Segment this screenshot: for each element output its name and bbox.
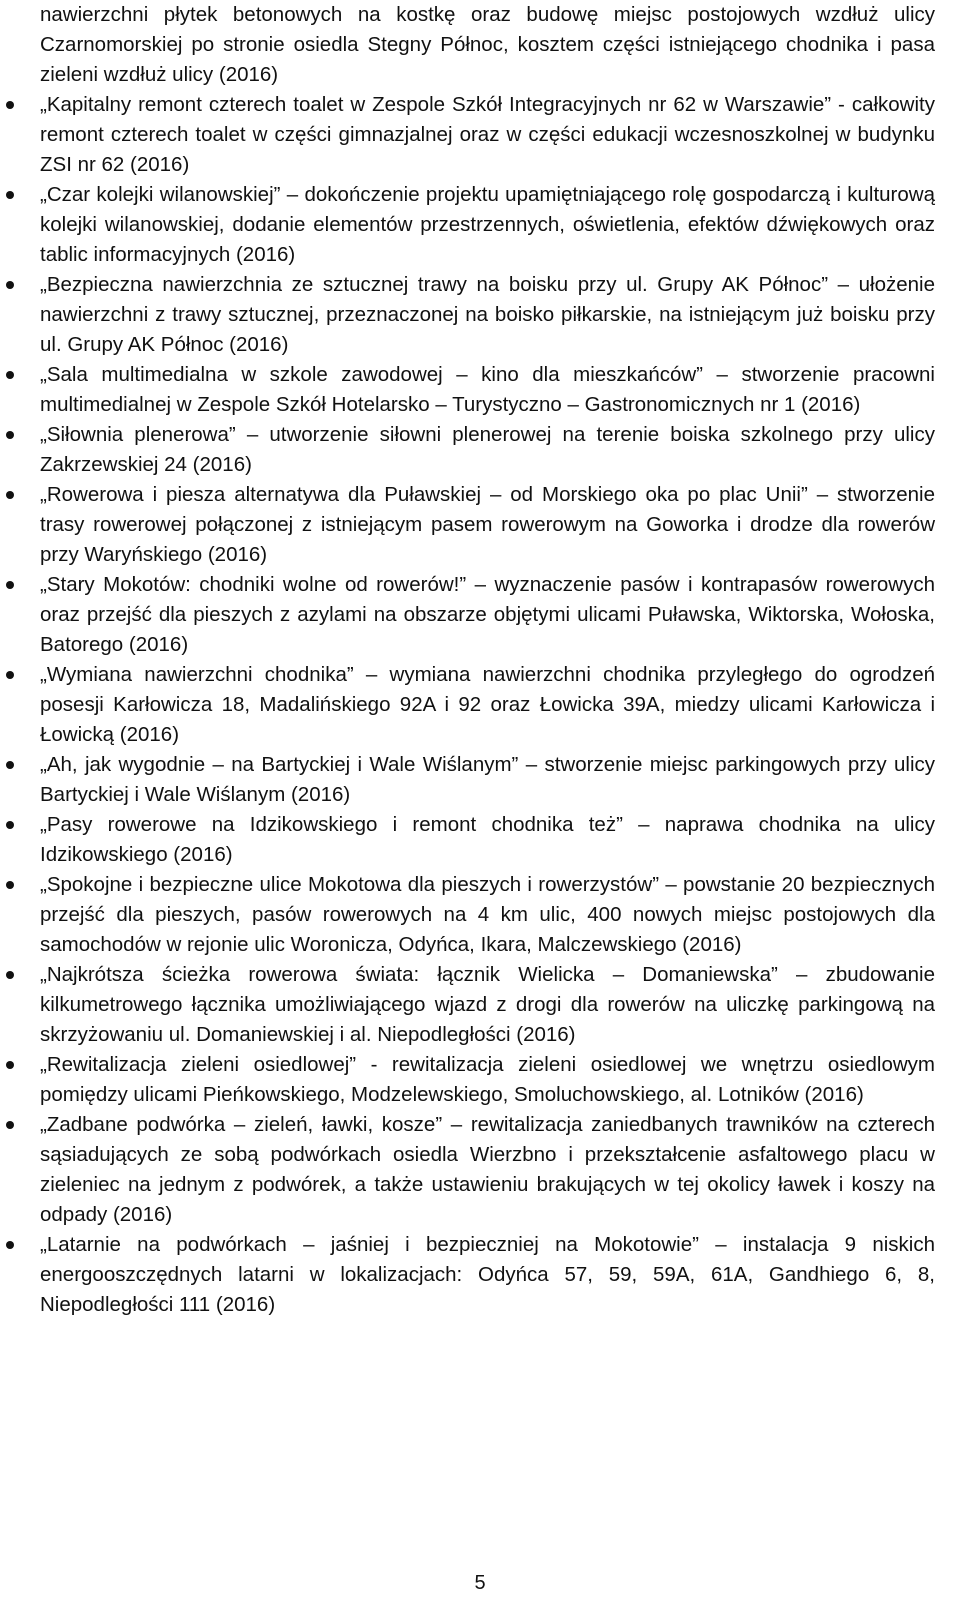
list-item: „Stary Mokotów: chodniki wolne od rowerów!” – wyznaczenie pasów i kontrapasów rowerowych oraz przejść dla pieszych z azylami na obszarze objętymi ulicami Puławska, Wiktorska, Wołoska, Batorego (2016) <box>40 570 935 660</box>
list-item: „Najkrótsza ścieżka rowerowa świata: łącznik Wielicka – Domaniewska” – zbudowanie kilkumetrowego łącznika umożliwiającego wjazd z drogi dla rowerów na uliczkę parkingową na skrzyżowaniu ul. Domaniewskiej i al. Niepodległości (2016) <box>40 960 935 1050</box>
list-item: „Siłownia plenerowa” – utworzenie siłowni plenerowej na terenie boiska szkolnego przy ulicy Zakrzewskiej 24 (2016) <box>40 420 935 480</box>
list-item: „Pasy rowerowe na Idzikowskiego i remont chodnika też” – naprawa chodnika na ulicy Idzikowskiego (2016) <box>40 810 935 870</box>
page-number: 5 <box>474 1572 486 1594</box>
list-item: „Sala multimedialna w szkole zawodowej – kino dla mieszkańców” – stworzenie pracowni multimedialnej w Zespole Szkół Hotelarsko – Turystyczno – Gastronomicznych nr 1 (2016) <box>40 360 935 420</box>
text-body <box>40 0 935 1320</box>
list-item: „Wymiana nawierzchni chodnika” – wymiana nawierzchni chodnika przyległego do ogrodzeń posesji Karłowicza 18, Madalińskiego 92A i 92 oraz Łowicka 39A, miedzy ulicami Karłowicza i Łowicką (2016) <box>40 660 935 750</box>
list-item: „Rewitalizacja zieleni osiedlowej” - rewitalizacja zieleni osiedlowej we wnętrzu osiedlowym pomiędzy ulicami Pieńkowskiego, Modzelewskiego, Smoluchowskiego, al. Lotników (2016) <box>40 1050 935 1110</box>
list-item: „Spokojne i bezpieczne ulice Mokotowa dla pieszych i rowerzystów” – powstanie 20 bezpiecznych przejść dla pieszych, pasów rowerowych na 4 km ulic, 400 nowych miejsc postojowych dla samochodów w rejonie ulic Woronicza, Odyńca, Ikara, Malczewskiego (2016) <box>40 870 935 960</box>
list-item: „Kapitalny remont czterech toalet w Zespole Szkół Integracyjnych nr 62 w Warszawie” - całkowity remont czterech toalet w części gimnazjalnej oraz w części edukacji wczesnoszkolnej w budynku ZSI nr 62 (2016) <box>40 90 935 180</box>
continuation-paragraph: nawierzchni płytek betonowych na kostkę oraz budowę miejsc postojowych wzdłuż ulicy Czarnomorskiej po stronie osiedla Stegny Północ, kosztem części istniejącego chodnika i pasa zieleni wzdłuż ulicy (2016) <box>40 3 935 86</box>
list-item: „Czar kolejki wilanowskiej” – dokończenie projektu upamiętniającego rolę gospodarczą i kulturową kolejki wilanowskiej, dodanie elementów przestrzennych, oświetlenia, efektów dźwiękowych oraz tablic informacyjnych (2016) <box>40 180 935 270</box>
list-item: „Ah, jak wygodnie – na Bartyckiej i Wale Wiślanym” – stworzenie miejsc parkingowych przy ulicy Bartyckiej i Wale Wiślanym (2016) <box>40 750 935 810</box>
list-item: „Rowerowa i piesza alternatywa dla Puławskiej – od Morskiego oka po plac Unii” – stworzenie trasy rowerowej połączonej z istniejącym pasem rowerowym na Goworka i drodze dla rowerów przy Waryńskiego (2016) <box>40 480 935 570</box>
project-list <box>40 90 935 1320</box>
list-item: „Latarnie na podwórkach – jaśniej i bezpieczniej na Mokotowie” – instalacja 9 niskich energooszczędnych latarni w lokalizacjach: Odyńca 57, 59, 59A, 61A, Gandhiego 6, 8, Niepodległości 111 (2016) <box>40 1230 935 1320</box>
list-item: „Bezpieczna nawierzchnia ze sztucznej trawy na boisku przy ul. Grupy AK Północ” – ułożenie nawierzchni z trawy sztucznej, przeznaczonej na boisko piłkarskie, na istniejącym już boisku przy ul. Grupy AK Północ (2016) <box>40 270 935 360</box>
list-item: „Zadbane podwórka – zieleń, ławki, kosze” – rewitalizacja zaniedbanych trawników na czterech sąsiadujących ze sobą podwórkach osiedla Wierzbno i przekształcenie asfaltowego placu w zieleniec na jednym z podwórek, a także ustawieniu brakujących w tej okolicy ławek i koszy na odpady (2016) <box>40 1110 935 1230</box>
